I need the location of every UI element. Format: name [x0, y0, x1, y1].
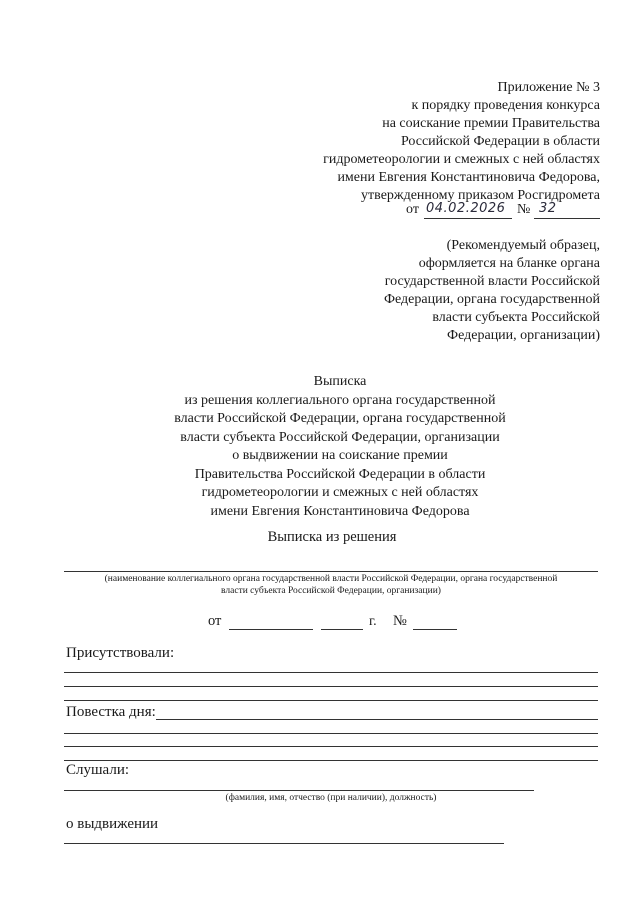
- agenda-label: Повестка дня:: [66, 704, 156, 720]
- heard-line: [64, 790, 534, 791]
- title-line: гидрометеорологии и смежных с ней областях: [201, 485, 479, 500]
- agenda-line-2: [64, 733, 598, 734]
- nomination-label: о выдвижении: [66, 816, 159, 832]
- present-line-3: [64, 700, 598, 701]
- title-line: о выдвижении на соискание премии: [232, 448, 448, 463]
- agenda-line-1: [156, 719, 598, 720]
- title-line: имени Евгения Константиновича Федорова: [210, 503, 470, 519]
- document-title: [0, 373, 640, 521]
- decision-year-suffix: г.: [369, 614, 377, 629]
- order-date-row: [400, 201, 600, 221]
- present-label: Присутствовали:: [66, 645, 175, 661]
- title-line: Правительства Российской Федерации в области: [194, 466, 486, 482]
- heard-label: Слушали:: [66, 762, 130, 778]
- order-date-value: 04.02.2026: [426, 201, 506, 216]
- organ-name-line: [64, 571, 598, 572]
- appendix-line: Приложение № 3: [497, 80, 600, 95]
- nomination-line: [64, 843, 504, 844]
- order-number-underline: [534, 218, 600, 219]
- title-line: Выписка: [313, 374, 367, 389]
- order-number-sign: №: [517, 202, 531, 217]
- decision-date-from: от: [208, 613, 222, 629]
- present-line-1: [64, 672, 598, 673]
- order-date-prefix: от: [406, 202, 419, 217]
- sample-note-line: Федерации, организации): [447, 328, 600, 343]
- decision-day-blank: [229, 629, 313, 630]
- sample-note: [384, 237, 600, 345]
- order-date-underline: [424, 218, 512, 219]
- agenda-line-4: [64, 760, 598, 761]
- decision-date-row: [200, 613, 470, 635]
- decision-month-blank: [321, 629, 363, 630]
- agenda-line-3: [64, 746, 598, 747]
- appendix-line: имени Евгения Константиновича Федорова,: [337, 170, 600, 185]
- appendix-line: Российской Федерации в области: [400, 134, 600, 149]
- appendix-line: утвержденному приказом Росгидромета: [361, 188, 600, 203]
- appendix-line: на соискание премии Правительства: [382, 116, 600, 131]
- sample-note-line: оформляется на бланке органа: [418, 256, 600, 271]
- title-line: власти субъекта Российской Федерации, организации: [180, 429, 500, 445]
- decision-number-blank: [413, 629, 457, 630]
- subtitle: Выписка из решения: [267, 529, 397, 545]
- heard-caption: (фамилия, имя, отчество (при наличии), должность): [225, 793, 437, 803]
- sample-note-line: Федерации, органа государственной: [383, 292, 600, 307]
- appendix-line: гидрометеорологии и смежных с ней областях: [323, 152, 600, 167]
- present-line-2: [64, 686, 598, 687]
- sample-note-line: государственной власти Российской: [384, 274, 600, 289]
- title-line: из решения коллегиального органа государственной: [184, 392, 496, 408]
- order-number-value: 32: [539, 201, 557, 216]
- sample-note-line: власти субъекта Российской: [432, 310, 600, 325]
- appendix-line: к порядку проведения конкурса: [411, 98, 600, 113]
- sample-note-line: (Рекомендуемый образец,: [446, 238, 600, 253]
- decision-number-sign: №: [393, 613, 407, 629]
- organ-caption-line2: власти субъекта Российской Федерации, организации): [221, 586, 441, 596]
- organ-caption-line1: (наименование коллегиального органа государственной власти Российской Федерации, органа государственной: [104, 574, 558, 584]
- title-line: власти Российской Федерации, органа государственной: [174, 411, 506, 426]
- appendix-block: [323, 79, 600, 205]
